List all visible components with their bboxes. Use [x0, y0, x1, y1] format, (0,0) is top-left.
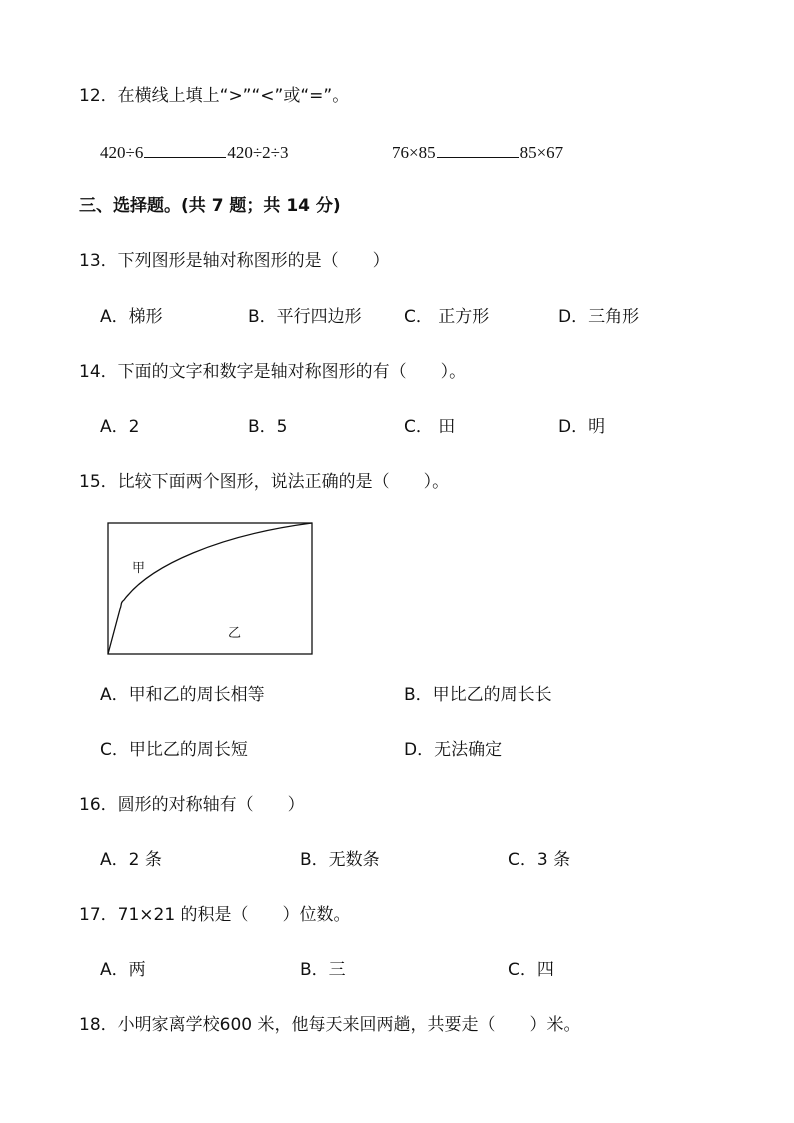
q14-option-c[interactable]: C． 田	[404, 417, 456, 437]
q17-option-c[interactable]: C．四	[508, 960, 554, 980]
q12-expr1-right: 420÷2÷3	[227, 143, 289, 162]
question-17: 17．71×21 的积是（ ）位数。	[79, 905, 351, 925]
q12-expression-2	[392, 143, 563, 163]
q14-option-a[interactable]: A．2	[100, 417, 140, 437]
q15-option-c[interactable]: C．甲比乙的周长短	[100, 740, 248, 760]
q15-option-a[interactable]: A．甲和乙的周长相等	[100, 685, 265, 705]
q13-option-c[interactable]: C． 正方形	[404, 307, 490, 327]
q17-option-a[interactable]: A．两	[100, 960, 146, 980]
q13-option-d[interactable]: D．三角形	[558, 307, 640, 327]
q13-option-b[interactable]: B．平行四边形	[248, 307, 362, 327]
q12-blank-2[interactable]	[437, 143, 519, 158]
q12-expr2-left: 76×85	[392, 143, 436, 162]
q16-option-a[interactable]: A．2 条	[100, 850, 162, 870]
section-3-title: 三、选择题。(共 7 题；共 14 分)	[79, 196, 341, 216]
q15-option-b[interactable]: B．甲比乙的周长长	[404, 685, 552, 705]
q12-expr2-right: 85×67	[519, 143, 564, 162]
q15-option-d[interactable]: D．无法确定	[404, 740, 503, 760]
q15-label-jia: 甲	[132, 561, 146, 576]
question-18: 18．小明家离学校600 米，他每天来回两趟，共要走（ ）米。	[79, 1015, 581, 1035]
q14-option-d[interactable]: D．明	[558, 417, 606, 437]
q14-option-b[interactable]: B．5	[248, 417, 288, 437]
question-14: 14．下面的文字和数字是轴对称图形的有（ ）。	[79, 362, 467, 382]
q16-option-b[interactable]: B．无数条	[300, 850, 380, 870]
question-16: 16．圆形的对称轴有（ ）	[79, 795, 305, 815]
q12-expr1-left: 420÷6	[100, 143, 144, 162]
question-12: 12．在横线上填上“>”“<”或“=”。	[79, 86, 350, 106]
q17-option-b[interactable]: B．三	[300, 960, 346, 980]
q13-option-a[interactable]: A．梯形	[100, 307, 163, 327]
q15-rectangle	[108, 523, 312, 654]
q15-label-yi: 乙	[228, 626, 242, 641]
q15-figure	[100, 515, 320, 660]
q12-expression-1	[100, 143, 289, 163]
question-13: 13．下列图形是轴对称图形的是（ ）	[79, 251, 390, 271]
q15-curve	[108, 523, 312, 654]
q12-blank-1[interactable]	[144, 143, 226, 158]
q16-option-c[interactable]: C．3 条	[508, 850, 571, 870]
question-15: 15．比较下面两个图形，说法正确的是（ ）。	[79, 472, 450, 492]
